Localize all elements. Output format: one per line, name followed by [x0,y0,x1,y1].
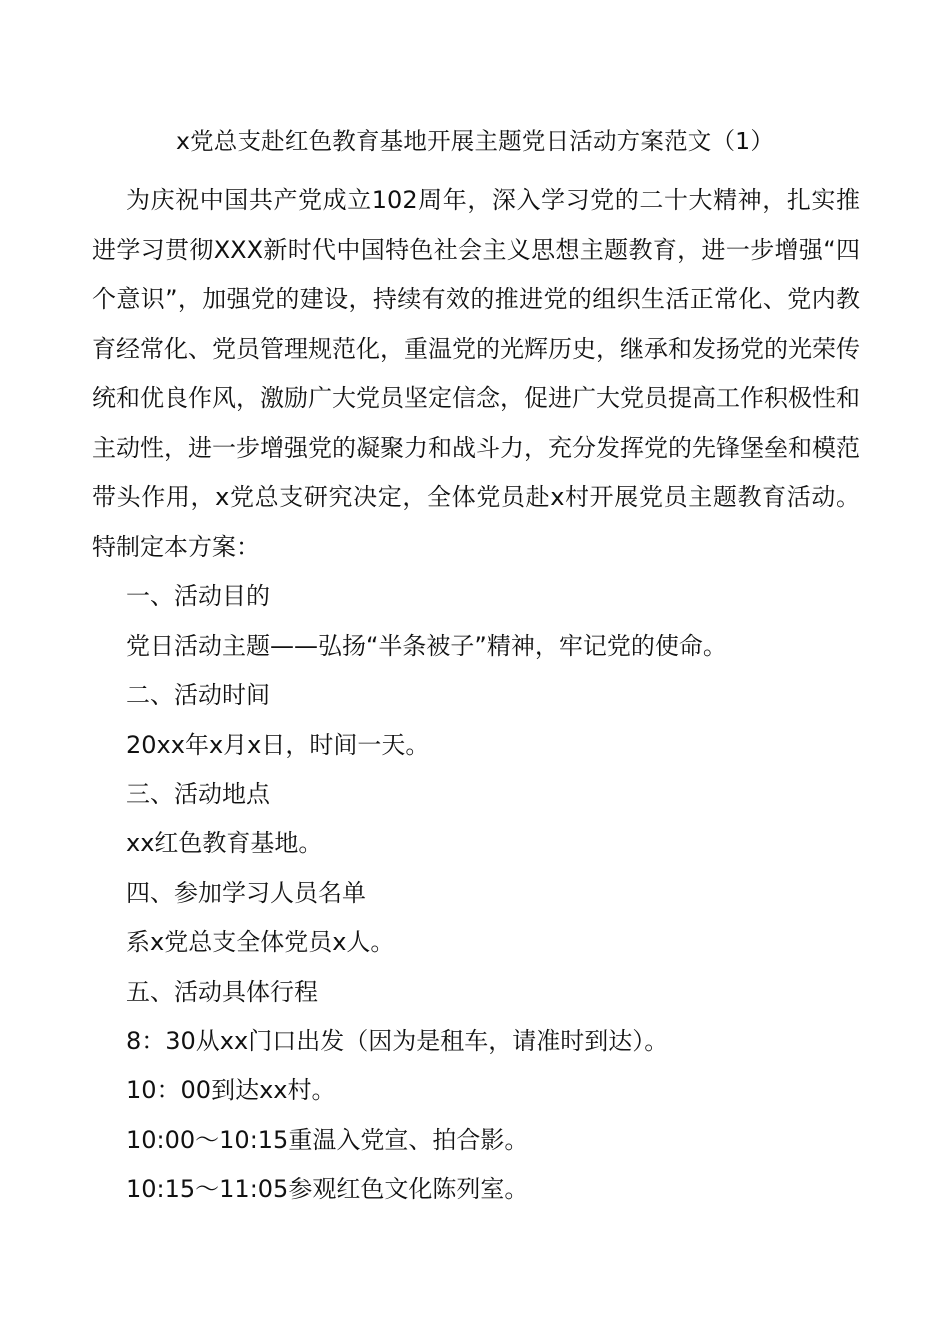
section-heading-purpose: 一、活动目的 [126,582,270,610]
section-heading-time: 二、活动时间 [126,681,270,709]
participants: 系x党总支全体党员x人。 [126,928,395,956]
schedule-item: 10:00～10:15重温入党宣、拍合影。 [126,1126,529,1154]
section-heading-participants: 四、参加学习人员名单 [126,879,366,907]
section-heading-location: 三、活动地点 [126,780,270,808]
activity-time: 20xx年x月x日，时间一天。 [126,731,430,759]
section-heading-schedule: 五、活动具体行程 [126,978,318,1006]
schedule-item: 10：00到达xx村。 [126,1076,336,1104]
activity-theme: 党日活动主题——弘扬“半条被子”精神，牢记党的使命。 [126,632,727,660]
intro-paragraph: 为庆祝中国共产党成立102周年，深入学习党的二十大精神，扎实推进学习贯彻XXX新时代中国特色社会主义思想主题教育，进一步增强“四个意识”，加强党的建设，持续有效的推进党的组织生活正常化、党内教育经常化、党员管理规范化，重温党的光辉历史，继承和发扬党的光荣传统和优良作风，激励广大党员坚定信念，促进广大党员提高工作积极性和主动性，进一步增强党的凝聚力和战斗力，充分发挥党的先锋堡垒和模范带头作用，x党总支研究决定，全体党员赴x村开展党员主题教育活动。特制定本方案： [92,186,860,561]
schedule-item: 10:15～11:05参观红色文化陈列室。 [126,1175,529,1203]
document-title: x党总支赴红色教育基地开展主题党日活动方案范文（1） [175,127,775,155]
activity-location: xx红色教育基地。 [126,829,323,857]
schedule-item: 8：30从xx门口出发（因为是租车，请准时到达）。 [126,1027,669,1055]
